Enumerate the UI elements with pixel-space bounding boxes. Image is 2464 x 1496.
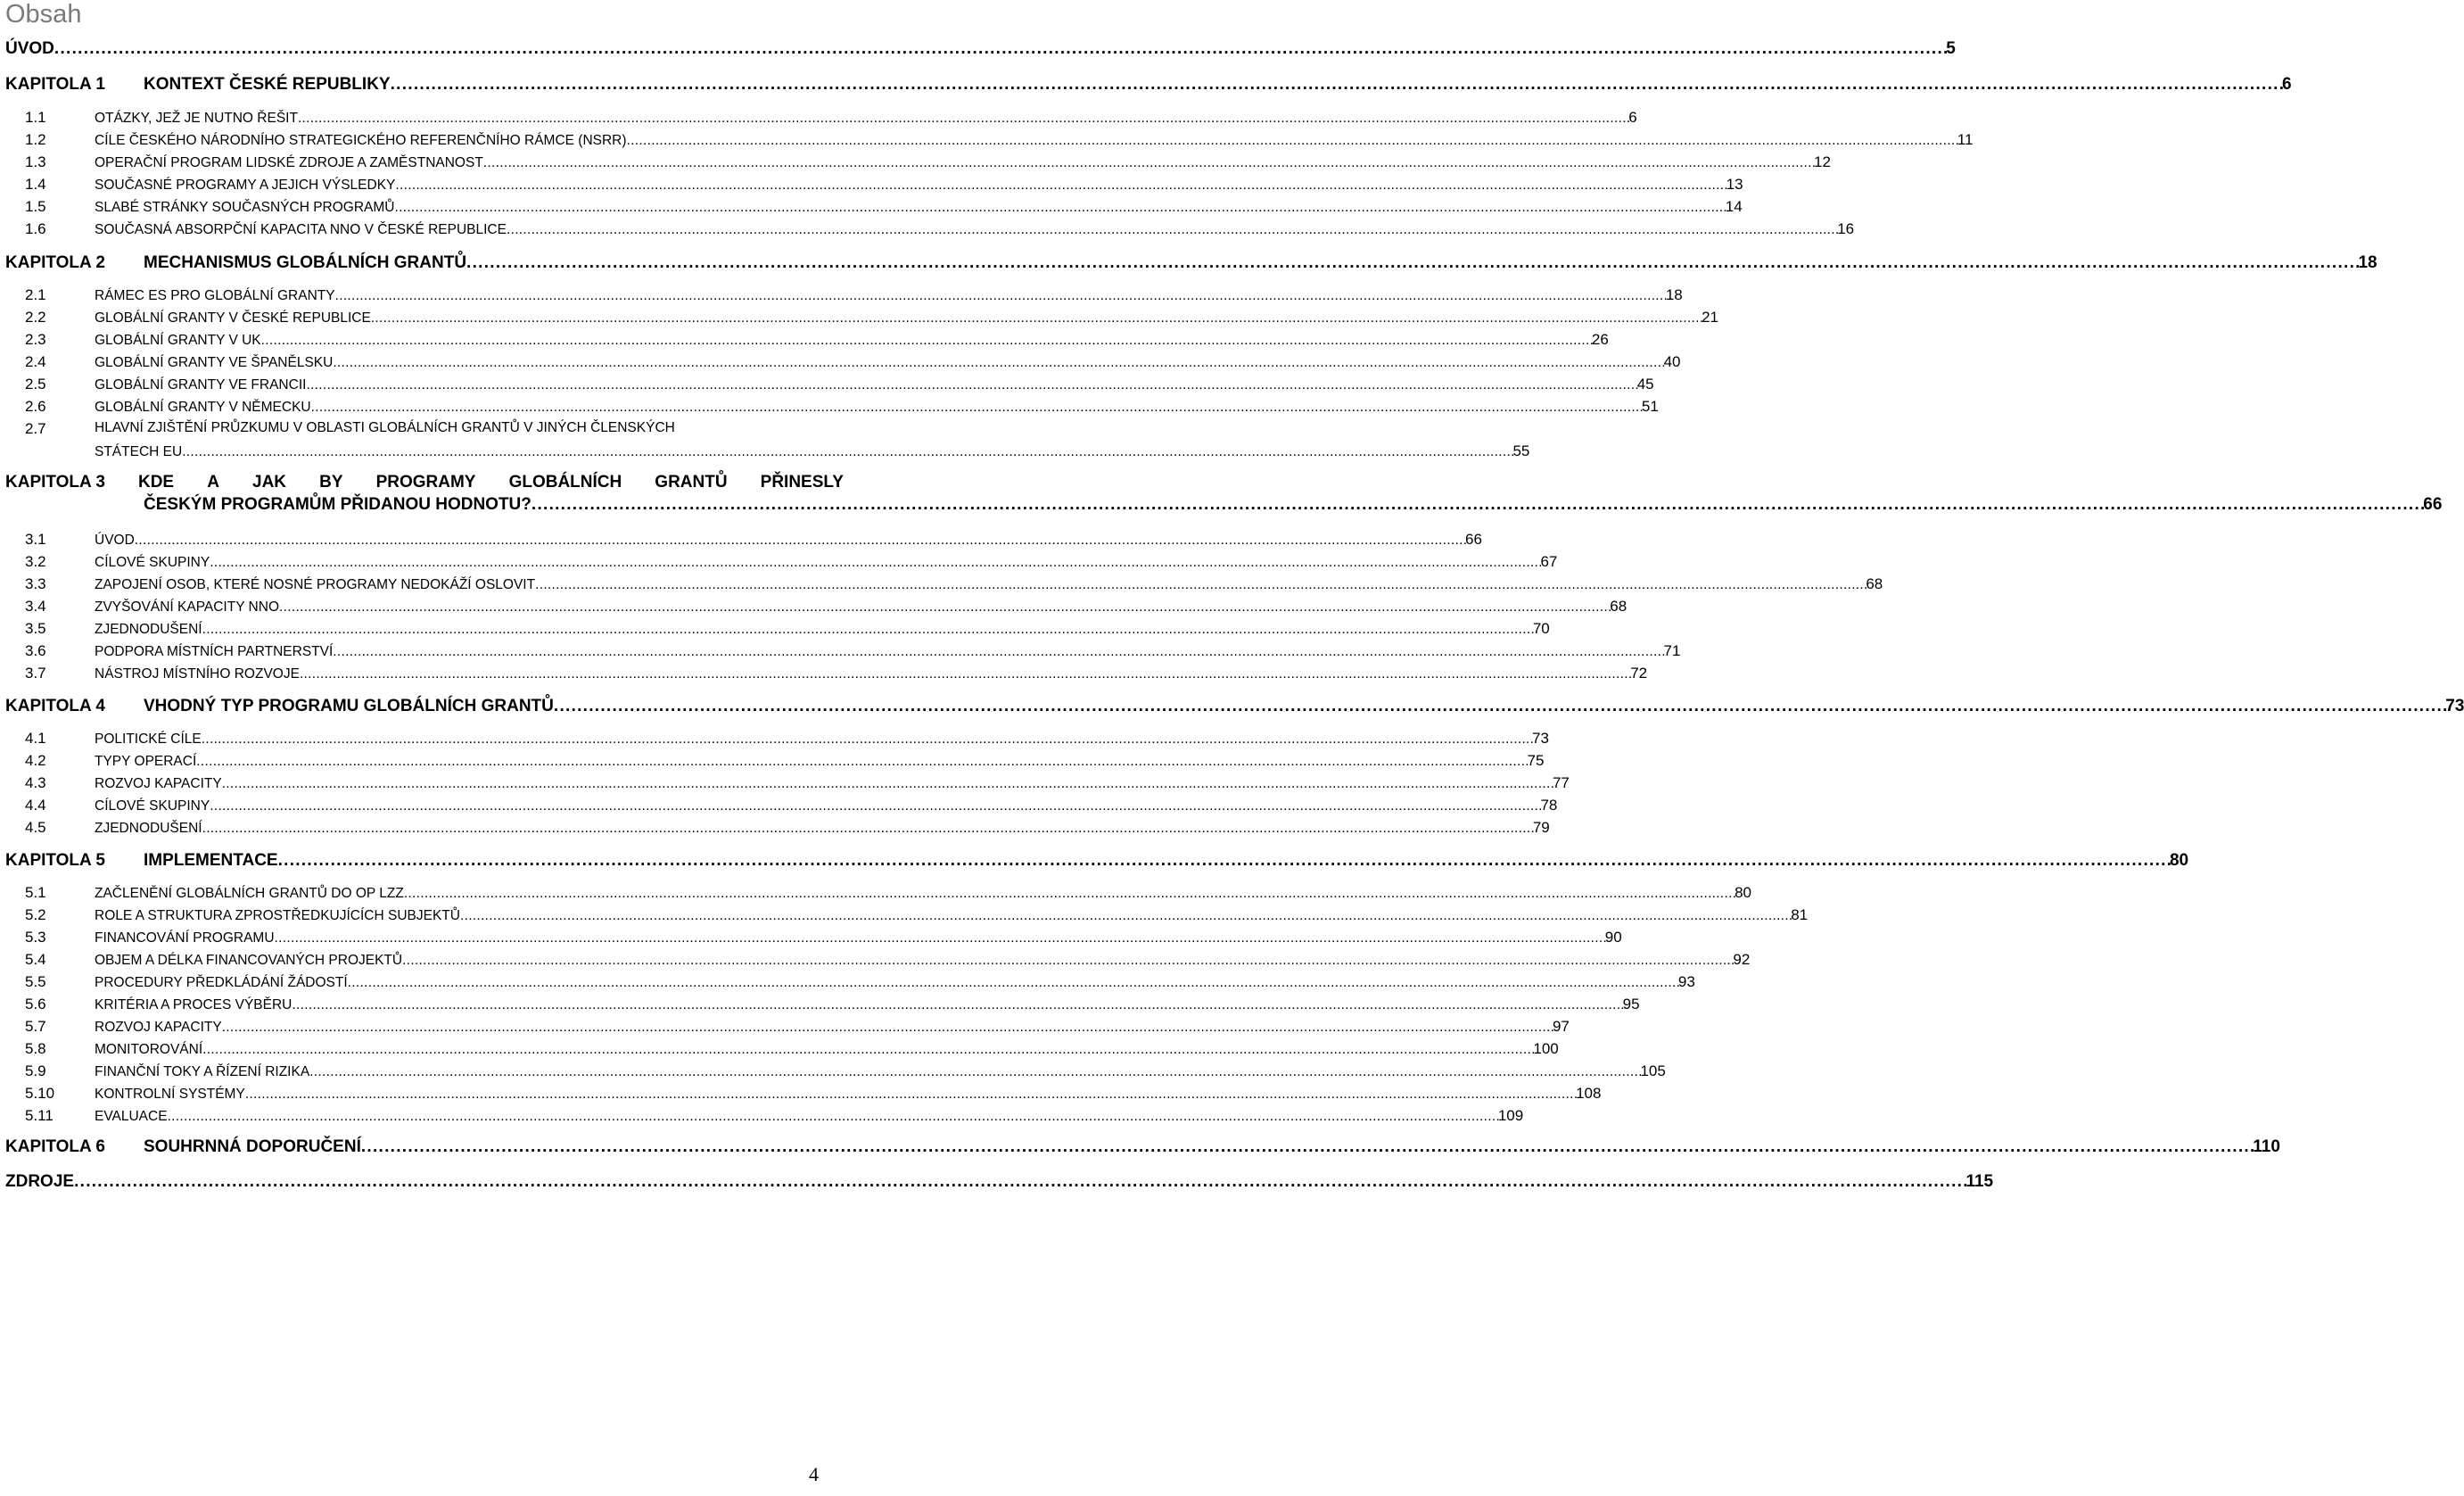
entry-page: 6 [1628,109,1637,126]
dot-leader [202,731,1532,748]
entry-page: 12 [1814,153,1831,170]
entry-page: 93 [1677,973,1695,990]
entry-number: 3.4 [25,598,46,615]
entry-label: KRITÉRIA A PROCES VÝBĚRU [95,997,293,1012]
toc-chapter-entry[interactable] [5,1137,2280,1157]
toc-chapter-entry[interactable] [5,253,2377,273]
toc-section-entry[interactable] [5,376,1654,393]
entry-label: RÁMEC ES PRO GLOBÁLNÍ GRANTY [95,288,335,303]
entry-page: 11 [1957,131,1974,148]
entry-number: 5.9 [25,1062,46,1079]
entry-page: 6 [2281,75,2292,94]
dot-leader [311,400,1642,416]
entry-page: 110 [2253,1137,2280,1156]
dot-leader [627,133,1957,149]
dot-leader [535,577,1866,593]
toc-section-entry[interactable] [5,109,1637,127]
toc-section-entry[interactable] [5,730,1549,748]
entry-number: 1.5 [25,198,46,215]
entry-label: CÍLE ČESKÉHO NÁRODNÍHO STRATEGICKÉHO REFERENČNÍHO RÁMCE (NSRR) [95,133,627,148]
entry-number: 5.5 [25,973,46,990]
entry-label: ZAPOJENÍ OSOB, KTERÉ NOSNÉ PROGRAMY NEDOKÁŽÍ OSLOVIT [95,577,536,592]
toc-section-entry[interactable] [5,620,1550,638]
entry-number: 2.2 [25,309,46,326]
entry-page: 13 [1726,176,1743,193]
entry-label: VHODNÝ TYP PROGRAMU GLOBÁLNÍCH GRANTŮ [144,697,554,715]
entry-number: 5.7 [25,1018,46,1035]
dot-leader [168,1109,1498,1125]
entry-number: KAPITOLA 5 [5,851,105,870]
dot-leader [245,1087,1576,1103]
dot-leader [306,377,1636,393]
dot-leader [335,288,1666,304]
entry-page: 14 [1725,198,1743,215]
dot-leader [394,200,1725,216]
entry-page: 73 [1531,730,1549,747]
toc-section-entry[interactable] [5,797,1558,814]
dot-leader [300,666,1630,682]
entry-label: OBJEM A DÉLKA FINANCOVANÝCH PROJEKTŮ [95,953,403,968]
entry-page: 77 [1552,774,1570,791]
entry-label: GLOBÁLNÍ GRANTY VE FRANCII [95,377,307,393]
entry-number: 5.1 [25,884,46,901]
entry-label: ZJEDNODUŠENÍ [95,622,202,637]
toc-section-entry[interactable] [5,176,1743,194]
toc-section-entry[interactable] [5,398,1659,416]
entry-number: KAPITOLA 1 [5,75,105,94]
entry-page: 72 [1630,665,1648,682]
entry-label: SOUHRNNÁ DOPORUČENÍ [144,1137,361,1156]
entry-page: 105 [1640,1062,1666,1079]
entry-page: 68 [1610,598,1628,615]
dot-leader [74,1172,1965,1192]
toc-chapter-entry[interactable] [5,697,2464,716]
entry-label: ÚVOD [5,39,54,58]
entry-label-word: JAK [252,473,287,492]
entry-label: EVALUACE [95,1109,168,1124]
dot-leader [395,178,1726,194]
entry-number: 4.5 [25,819,46,836]
dot-leader [54,39,1946,59]
dot-leader [333,355,1663,371]
entry-label-word: PROGRAMY [375,473,476,492]
entry-label: CÍLOVÉ SKUPINY [95,798,210,814]
dot-leader [222,1020,1553,1036]
toc-section-entry[interactable] [5,153,1831,171]
entry-page: 80 [2169,851,2189,870]
dot-leader [210,555,1540,571]
entry-label: ZVYŠOVÁNÍ KAPACITY NNO [95,599,280,615]
entry-label-word: KDE [137,473,175,492]
entry-label: ROLE A STRUKTURA ZPROSTŘEDKUJÍCÍCH SUBJEKTŮ [95,908,460,923]
dot-leader [466,253,2358,273]
entry-label-word: PŘINESLY [760,473,844,492]
entry-page: 40 [1663,353,1681,370]
toc-section-entry[interactable] [5,929,1622,946]
toc-section-entry[interactable] [5,665,1648,682]
dot-leader [292,997,1622,1013]
entry-number: 5.4 [25,951,46,968]
entry-page: 73 [2445,697,2464,715]
entry-page: 75 [1527,752,1545,769]
entry-label: ZJEDNODUŠENÍ [95,821,202,836]
entry-label: ÚVOD [95,533,135,548]
entry-label: SOUČASNÉ PROGRAMY A JEJICH VÝSLEDKY [95,178,396,193]
toc-section-entry[interactable] [5,331,1609,349]
entry-label: NÁSTROJ MÍSTNÍHO ROZVOJE [95,666,300,682]
entry-label: ZDROJE [5,1172,75,1191]
entry-label: CÍLOVÉ SKUPINY [95,555,210,570]
dot-leader [202,622,1533,638]
toc-section-entry[interactable] [5,575,1883,593]
toc-section-entry[interactable] [5,884,1751,902]
entry-page: 90 [1604,929,1622,946]
entry-label-word: A [207,473,219,492]
entry-label: HLAVNÍ ZJIŠTĚNÍ PRŮZKUMU V OBLASTI GLOBÁLNÍCH GRANTŮ V JINÝCH ČLENSKÝCH [95,420,675,435]
entry-label: GLOBÁLNÍ GRANTY V NĚMECKU [95,400,311,415]
toc-section-entry[interactable] [5,531,1482,549]
entry-number: 5.3 [25,929,46,946]
entry-page: 16 [1837,220,1855,237]
dot-leader [333,644,1663,660]
entry-number: KAPITOLA 4 [5,697,105,715]
toc-chapter-entry[interactable] [5,473,844,492]
entry-page: 45 [1636,376,1654,393]
dot-leader [210,798,1540,814]
toc-section-entry-continued[interactable] [5,442,1530,460]
toc-section-entry[interactable] [5,642,1681,660]
entry-number: 2.5 [25,376,46,393]
dot-leader [361,1137,2253,1157]
entry-page: 80 [1735,884,1751,901]
toc-section-entry[interactable] [5,906,1809,924]
toc-chapter-entry[interactable] [5,75,2292,95]
entry-label: GLOBÁLNÍ GRANTY VE ŠPANĚLSKU [95,355,334,370]
entry-page: 18 [2358,253,2377,272]
entry-page: 55 [1512,442,1530,459]
dot-leader [135,533,1465,549]
entry-label: SLABÉ STRÁNKY SOUČASNÝCH PROGRAMŮ [95,200,395,215]
dot-leader [222,776,1553,792]
entry-number: 1.4 [25,176,46,193]
entry-number: 4.4 [25,797,46,814]
entry-number: 2.4 [25,353,46,370]
dot-leader [202,1042,1533,1058]
entry-number: 1.1 [25,109,46,126]
entry-page: 21 [1702,309,1718,326]
toc-chapter-entry[interactable] [5,1172,1994,1192]
dot-leader [532,495,2423,515]
page-title: Obsah [5,0,82,29]
entry-label: GLOBÁLNÍ GRANTY V ČESKÉ REPUBLICE [95,310,371,326]
dot-leader [196,754,1527,770]
entry-number: 3.1 [25,531,46,548]
entry-number: 3.5 [25,620,46,637]
dot-leader [460,908,1791,924]
entry-number: 3.3 [25,575,46,592]
dot-leader [182,444,1512,460]
entry-label: KONTROLNÍ SYSTÉMY [95,1087,245,1102]
entry-label: ROZVOJ KAPACITY [95,1020,222,1035]
dot-leader [279,599,1610,616]
dot-leader [554,697,2445,716]
entry-page: 97 [1552,1018,1570,1035]
entry-number: KAPITOLA 2 [5,253,105,272]
entry-page: 108 [1576,1085,1602,1102]
toc-section-entry[interactable] [5,353,1681,371]
entry-label: ZAČLENĚNÍ GLOBÁLNÍCH GRANTŮ DO OP LZZ [95,886,404,901]
entry-number: 1.3 [25,153,46,170]
entry-number: 3.6 [25,642,46,659]
entry-page: 66 [1465,531,1482,548]
toc-section-entry[interactable] [5,752,1545,770]
toc-section-entry[interactable] [5,1040,1559,1058]
entry-number: 4.3 [25,774,46,791]
dot-leader [483,155,1814,171]
page-number: 4 [809,1463,819,1485]
entry-page: 79 [1532,819,1550,836]
entry-label: OPERAČNÍ PROGRAM LIDSKÉ ZDROJE A ZAMĚSTNANOST [95,155,483,170]
toc-section-entry[interactable] [5,220,1855,238]
entry-label: MECHANISMUS GLOBÁLNÍCH GRANTŮ [144,253,467,272]
dot-leader [404,886,1735,902]
entry-number: 5.11 [25,1107,54,1124]
entry-page: 68 [1866,575,1883,592]
toc-chapter-entry[interactable] [5,851,2189,871]
toc-section-entry[interactable] [5,309,1718,326]
entry-label: KONTEXT ČESKÉ REPUBLIKY [144,75,391,94]
toc-section-entry[interactable] [5,1062,1666,1080]
entry-page: 67 [1540,553,1558,570]
entry-page: 100 [1533,1040,1559,1057]
entry-label: IMPLEMENTACE [144,851,278,870]
toc-section-entry[interactable] [5,286,1683,304]
toc-section-entry[interactable] [5,1085,1602,1103]
entry-page: 109 [1497,1107,1524,1124]
entry-page: 66 [2423,495,2443,514]
entry-label: GLOBÁLNÍ GRANTY V UK [95,333,261,348]
toc-section-entry[interactable] [5,598,1628,616]
entry-number: 4.1 [25,730,46,747]
entry-label: FINANČNÍ TOKY A ŘÍZENÍ RIZIKA [95,1064,310,1079]
toc-section-entry[interactable] [5,1107,1524,1125]
entry-number: 1.2 [25,131,46,148]
dot-leader [275,930,1605,946]
toc-section-entry[interactable] [5,819,1550,837]
toc-section-entry[interactable] [5,951,1751,969]
dot-leader [278,851,2170,871]
entry-label: POLITICKÉ CÍLE [95,731,202,747]
entry-label-word: BY [319,473,343,492]
dot-leader [202,821,1533,837]
dot-leader [402,953,1733,969]
toc-section-entry[interactable] [5,1018,1570,1036]
entry-page: 95 [1622,996,1640,1012]
dot-leader [348,975,1678,991]
entry-label: SOUČASNÁ ABSORPČNÍ KAPACITA NNO V ČESKÉ REPUBLICE [95,222,507,237]
entry-page: 26 [1591,331,1609,348]
entry-label: PROCEDURY PŘEDKLÁDÁNÍ ŽÁDOSTÍ [95,975,348,990]
entry-page: 51 [1641,398,1659,415]
toc-section-entry[interactable] [5,131,1974,149]
dot-leader [391,75,2282,95]
entry-number: 5.6 [25,996,46,1012]
entry-number: 4.2 [25,752,46,769]
entry-number: 2.1 [25,286,46,303]
entry-page: 18 [1665,286,1683,303]
toc-section-entry[interactable] [5,198,1743,216]
entry-page: 71 [1663,642,1681,659]
dot-leader [298,111,1628,127]
entry-page: 92 [1733,951,1751,968]
entry-page: 70 [1532,620,1550,637]
entry-label-word: GLOBÁLNÍCH [508,473,622,492]
dot-leader [507,222,1837,238]
entry-label: MONITOROVÁNÍ [95,1042,203,1057]
toc-section-entry[interactable] [5,774,1570,792]
entry-number: KAPITOLA 3 [5,473,105,492]
toc-section-entry[interactable] [5,553,1558,571]
toc-section-entry[interactable] [5,996,1640,1013]
entry-page: 81 [1791,906,1809,923]
entry-number: 5.2 [25,906,46,923]
entry-number: 2.7 [25,420,46,437]
entry-number: 3.2 [25,553,46,570]
entry-number: 2.3 [25,331,46,348]
entry-number: 1.6 [25,220,46,237]
entry-page: 78 [1540,797,1558,814]
dot-leader [261,333,1592,349]
entry-number: KAPITOLA 6 [5,1137,105,1156]
toc-chapter-entry[interactable] [5,39,1956,59]
entry-label-continued: STÁTECH EU [95,444,183,459]
entry-label: ROZVOJ KAPACITY [95,776,222,791]
entry-label-continued: ČESKÝM PROGRAMŮM PŘIDANOU HODNOTU? [144,495,532,514]
entry-label-word: GRANTŮ [655,473,728,492]
entry-number: 2.6 [25,398,46,415]
toc-chapter-entry-continued[interactable] [5,495,2443,515]
dot-leader [309,1064,1640,1080]
entry-page: 115 [1965,1172,1994,1191]
entry-label: TYPY OPERACÍ [95,754,197,769]
toc-section-entry[interactable] [5,973,1695,991]
entry-number: 5.10 [25,1085,55,1102]
entry-label: FINANCOVÁNÍ PROGRAMU [95,930,275,946]
entry-label: PODPORA MÍSTNÍCH PARTNERSTVÍ [95,644,334,659]
entry-number: 3.7 [25,665,46,682]
entry-page: 5 [1946,39,1956,58]
entry-number: 5.8 [25,1040,46,1057]
entry-label: OTÁZKY, JEŽ JE NUTNO ŘEŠIT [95,111,298,126]
dot-leader [371,310,1702,326]
